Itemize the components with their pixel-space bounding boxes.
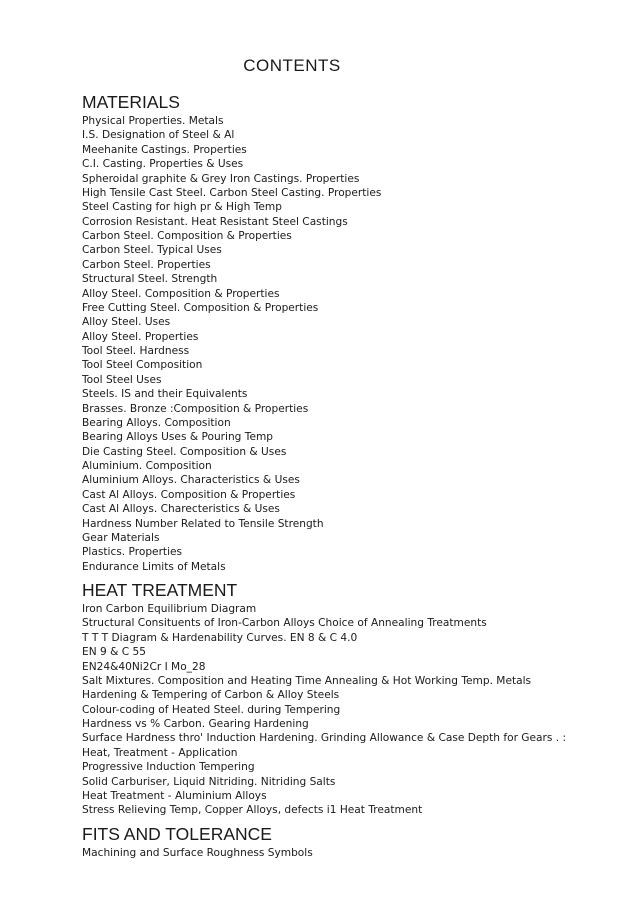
contents-entry: C.I. Casting. Properties & Uses: [82, 158, 244, 171]
contents-section: [82, 91, 602, 574]
contents-entry: Free Cutting Steel. Composition & Properties: [82, 301, 319, 314]
contents-entry: Surface Hardness thro' Induction Hardening. Grinding Allowance & Case Depth for Gears . :: [82, 732, 567, 745]
contents-entry: Carbon Steel. Composition & Properties: [82, 230, 292, 242]
contents-entry: Salt Mixtures. Composition and Heating Time Annealing & Hot Working Temp. Metals: [82, 674, 532, 687]
section-heading: MATERIALS: [82, 92, 180, 112]
contents-entry: Aluminium. Composition: [82, 460, 212, 472]
contents-entry: Plastics. Properties: [82, 546, 183, 559]
contents-entry: Hardness vs % Carbon. Gearing Hardening: [82, 718, 309, 730]
contents-entry: Colour-coding of Heated Steel. during Tempering: [82, 703, 341, 716]
contents-entry: Alloy Steel. Uses: [82, 316, 171, 329]
contents-entry: Heat, Treatment - Application: [82, 746, 238, 759]
contents-entry: Steel Casting for high pr & High Temp: [82, 201, 282, 214]
contents-entry: Cast Al Alloys. Composition & Properties: [82, 488, 296, 501]
contents-entry: Carbon Steel. Typical Uses: [82, 244, 222, 257]
contents-entry: High Tensile Cast Steel. Carbon Steel Casting. Properties: [82, 186, 382, 199]
contents-entry: Iron Carbon Equilibrium Diagram: [82, 603, 257, 615]
contents-entry: Solid Carburiser, Liquid Nitriding. Nitriding Salts: [82, 775, 336, 788]
contents-entry: Die Casting Steel. Composition & Uses: [82, 445, 287, 458]
contents-entry: Alloy Steel. Composition & Properties: [82, 287, 280, 300]
contents-entry: Brasses. Bronze :Composition & Properties: [82, 402, 309, 415]
contents-section: [82, 823, 602, 860]
contents-entry: Carbon Steel. Properties: [82, 258, 211, 271]
page-title: CONTENTS: [243, 56, 341, 75]
contents-entry: EN24&40Ni2Cr I Mo_28: [82, 660, 206, 673]
contents-entry: Structural Steel. Strength: [82, 273, 218, 286]
section-heading: FITS AND TOLERANCE: [82, 823, 272, 844]
contents-entry: Steels. IS and their Equivalents: [82, 388, 248, 401]
contents-entry: Tool Steel Uses: [82, 373, 162, 386]
contents-entry: Machining and Surface Roughness Symbols: [82, 846, 313, 859]
contents-entry: Structural Consituents of Iron-Carbon Alloys Choice of Annealing Treatments: [82, 617, 487, 630]
contents-entry: Hardness Number Related to Tensile Strength: [82, 517, 324, 530]
contents-entry: Bearing Alloys Uses & Pouring Temp: [82, 431, 274, 444]
contents-entry: Alloy Steel. Properties: [82, 330, 199, 343]
contents-list: [82, 91, 602, 860]
contents-entry: Tool Steel. Hardness: [82, 345, 190, 357]
contents-entry: I.S. Designation of Steel & Al: [82, 129, 235, 142]
section-heading: HEAT TREATMENT: [82, 580, 238, 600]
contents-entry: Stress Relieving Temp, Copper Alloys, defects i1 Heat Treatment: [82, 804, 423, 817]
contents-entry: Tool Steel Composition: [82, 359, 203, 372]
contents-entry: Physical Properties. Metals: [82, 115, 224, 127]
contents-entry: Heat Treatment - Aluminium Alloys: [82, 789, 267, 802]
contents-entry: Gear Materials: [82, 531, 160, 544]
contents-entry: Hardening & Tempering of Carbon & Alloy Steels: [82, 689, 340, 702]
contents-entry: Corrosion Resistant. Heat Resistant Steel Castings: [82, 215, 348, 228]
contents-entry: EN 9 & C 55: [82, 646, 146, 659]
contents-entry: Bearing Alloys. Composition: [82, 416, 231, 429]
contents-entry: Aluminium Alloys. Characteristics & Uses: [82, 474, 300, 487]
contents-entry: Endurance Limits of Metals: [82, 560, 226, 573]
contents-entry: T T T Diagram & Hardenability Curves. EN 8 & C 4.0: [82, 631, 358, 644]
contents-entry: Progressive Induction Tempering: [82, 761, 255, 774]
contents-section: [82, 579, 602, 818]
contents-entry: Cast Al Alloys. Charecteristics & Uses: [82, 503, 280, 516]
contents-entry: Meehanite Castings. Properties: [82, 143, 247, 156]
contents-entry: Spheroidal graphite & Grey Iron Castings. Properties: [82, 172, 360, 185]
